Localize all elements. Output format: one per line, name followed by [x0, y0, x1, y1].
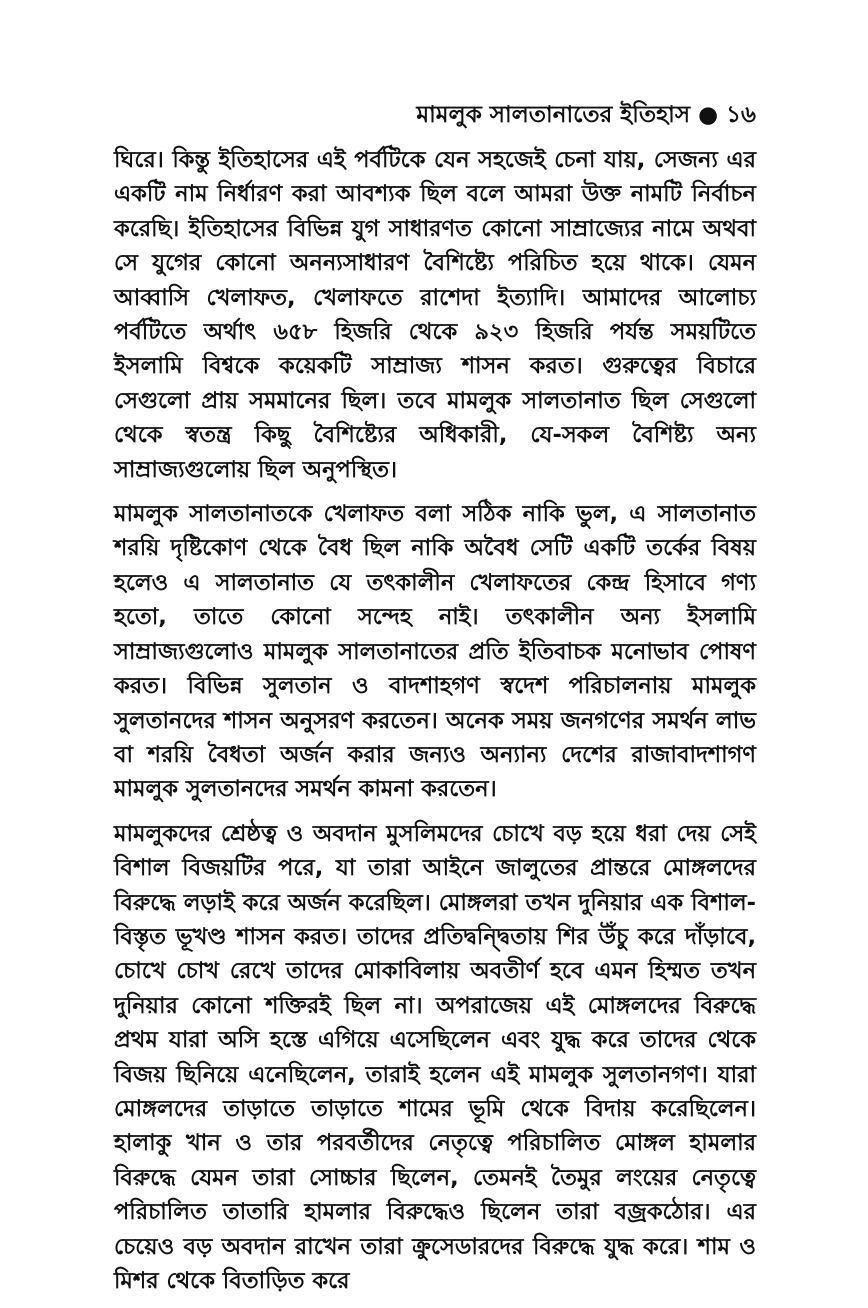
body-text [114, 143, 756, 1308]
paragraph-3: মামলুকদের শ্রেষ্ঠত্ব ও অবদান মুসলিমদের চোখে বড় হয়ে ধরা দেয় সেই বিশাল বিজয়টির পরে, যা তারা আইনে জালুতের প্রান্তরে মোঙ্গলদের বিরুদ্ধে লড়াই করে অর্জন করেছিল। মোঙ্গলরা তখন দুনিয়ার এক বিশাল-বিস্তৃত ভূখণ্ড শাসন করত। তাদের প্রতিদ্বন্দ্বিতায় শির উঁচু করে দাঁড়াবে, চোখে চোখ রেখে তাদের মোকাবিলায় অবতীর্ণ হবে এমন হিম্মত তখন দুনিয়ার কোনো শক্তিরই ছিল না। অপরাজেয় এই মোঙ্গলদের বিরুদ্ধে প্রথম যারা অসি হস্তে এগিয়ে এসেছিলেন এবং যুদ্ধ করে তাদের থেকে বিজয় ছিনিয়ে এনেছিলেন, তারাই হলেন এই মামলুক সুলতানগণ। যারা মোঙ্গলদের তাড়াতে তাড়াতে শামের ভূমি থেকে বিদায় করেছিলেন। হালাকু খান ও তার পরবর্তীদের নেতৃত্বে পরিচালিত মোঙ্গল হামলার বিরুদ্ধে যেমন তারা সোচ্চার ছিলেন, তেমনই তৈমুর লংয়ের নেতৃত্বে পরিচালিত তাতারি হামলার বিরুদ্ধেও ছিলেন তারা বজ্রকঠোর। এর চেয়েও বড় অবদান রাখেন তারা ক্রুসেডারদের বিরুদ্ধে যুদ্ধ করে। শাম ও মিশর থেকে বিতাড়িত করে [114, 820, 756, 1294]
paragraph-2: মামলুক সালতানাতকে খেলাফত বলা সঠিক নাকি ভুল, এ সালতানাত শরয়ি দৃষ্টিকোণ থেকে বৈধ ছিল নাকি অবৈধ সেটি একটি তর্কের বিষয় হলেও এ সালতানাত যে তৎকালীন খেলাফতের কেন্দ্র হিসাবে গণ্য হতো, তাতে কোনো সন্দেহ নাই। তৎকালীন অন্য ইসলামি সাম্রাজ্যগুলোও মামলুক সালতানাতের প্রতি ইতিবাচক মনোভাব পোষণ করত। বিভিন্ন সুলতান ও বাদশাহগণ স্বদেশ পরিচালনায় মামলুক সুলতানদের শাসন অনুসরণ করতেন। অনেক সময় জনগণের সমর্থন লাভ বা শরয়ি বৈধতা অর্জন করার জন্যও অন্যান্য দেশের রাজাবাদশাগণ মামলুক সুলতানদের সমর্থন কামনা করতেন। [114, 501, 756, 803]
running-header: মামলুক সালতানাতের ইতিহাস ● ১৬ [416, 102, 756, 128]
paragraph-1: ঘিরে। কিন্তু ইতিহাসের এই পর্বটিকে যেন সহজেই চেনা যায়, সেজন্য এর একটি নাম নির্ধারণ করা আবশ্যক ছিল বলে আমরা উক্ত নামটি নির্বাচন করেছি। ইতিহাসের বিভিন্ন যুগ সাধারণত কোনো সাম্রাজ্যের নামে অথবা সে যুগের কোনো অনন্যসাধারণ বৈশিষ্ট্যে পরিচিত হয়ে থাকে। যেমন আব্বাসি খেলাফত, খেলাফতে রাশেদা ইত্যাদি। আমাদের আলোচ্য পর্বটিতে অর্থাৎ ৬৫৮ হিজরি থেকে ৯২৩ হিজরি পর্যন্ত সময়টিতে ইসলামি বিশ্বকে কয়েকটি সাম্রাজ্য শাসন করত। গুরুত্বের বিচারে সেগুলো প্রায় সমমানের ছিল। তবে মামলুক সালতানাত ছিল সেগুলো থেকে স্বতন্ত্র কিছু বৈশিষ্ট্যের অধিকারী, যে-সকল বৈশিষ্ট্য অন্য সাম্রাজ্যগুলোয় ছিল অনুপস্থিত। [114, 147, 756, 483]
